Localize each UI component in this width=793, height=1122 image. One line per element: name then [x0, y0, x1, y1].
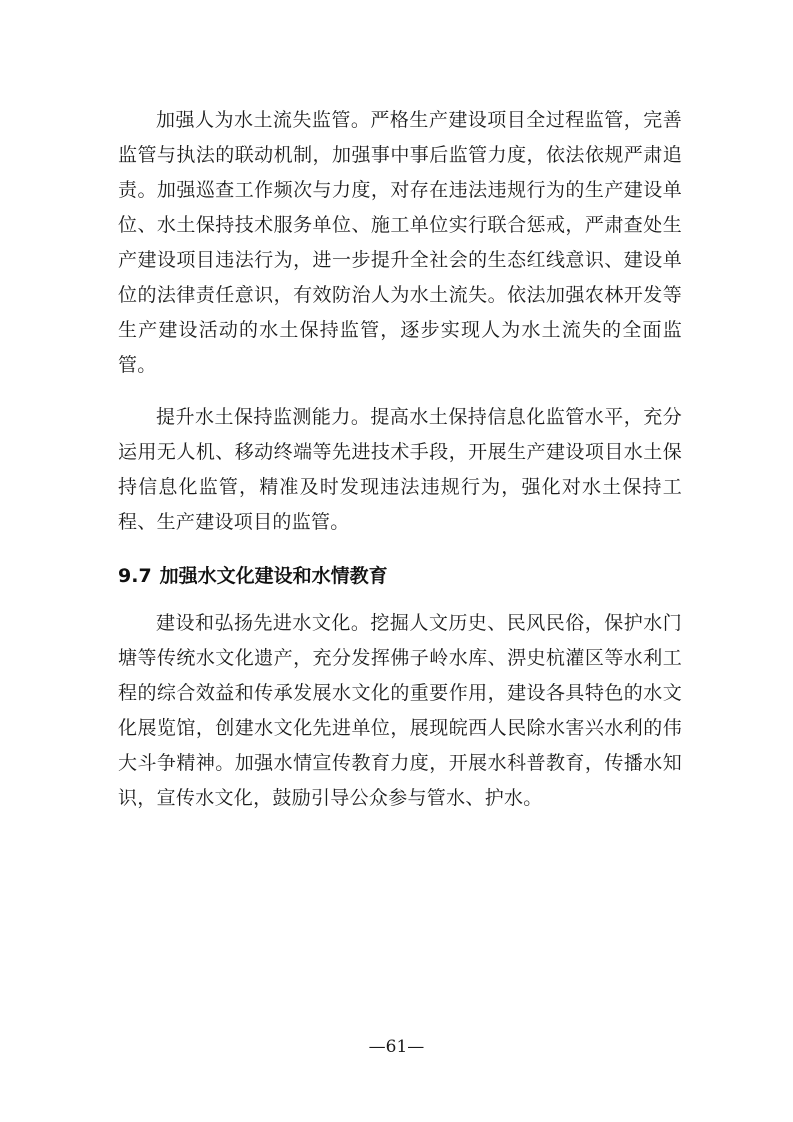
paragraph-monitoring-capability: 提升水土保持监测能力。提高水土保持信息化监管水平，充分运用无人机、移动终端等先进技术手段，开展生产建设项目水土保持信息化监管，精准及时发现违法违规行为，强化对水土保持工程、生产建设项目的监管。 [118, 406, 682, 533]
section-title: 加强水文化建设和水情教育 [159, 565, 388, 587]
paragraph-soil-erosion-supervision: 加强人为水土流失监管。严格生产建设项目全过程监管，完善监管与执法的联动机制，加强事中事后监管力度，依法依规严肃追责。加强巡查工作频次与力度，对存在违法违规行为的生产建设单位、水土保持技术服务单位、施工单位实行联合惩戒，严肃查处生产建设项目违法行为，进一步提升全社会的生态红线意识、建设单位的法律责任意识，有效防治人为水土流失。依法加强农林开发等生产建设活动的水土保持监管，逐步实现人为水土流失的全面监管。 [118, 109, 682, 376]
section-heading [118, 560, 388, 592]
paragraph-water-culture: 建设和弘扬先进水文化。挖掘人文历史、民风民俗，保护水门塘等传统水文化遗产，充分发挥佛子岭水库、淠史杭灌区等水利工程的综合效益和传承发展水文化的重要作用，建设各具特色的水文化展览馆，创建水文化先进单位，展现皖西人民除水害兴水利的伟大斗争精神。加强水情宣传教育力度，开展水科普教育，传播水知识，宣传水文化，鼓励引导公众参与管水、护水。 [118, 612, 682, 809]
section-number: 9.7 [118, 565, 152, 587]
page-number: —61— [368, 1037, 425, 1057]
